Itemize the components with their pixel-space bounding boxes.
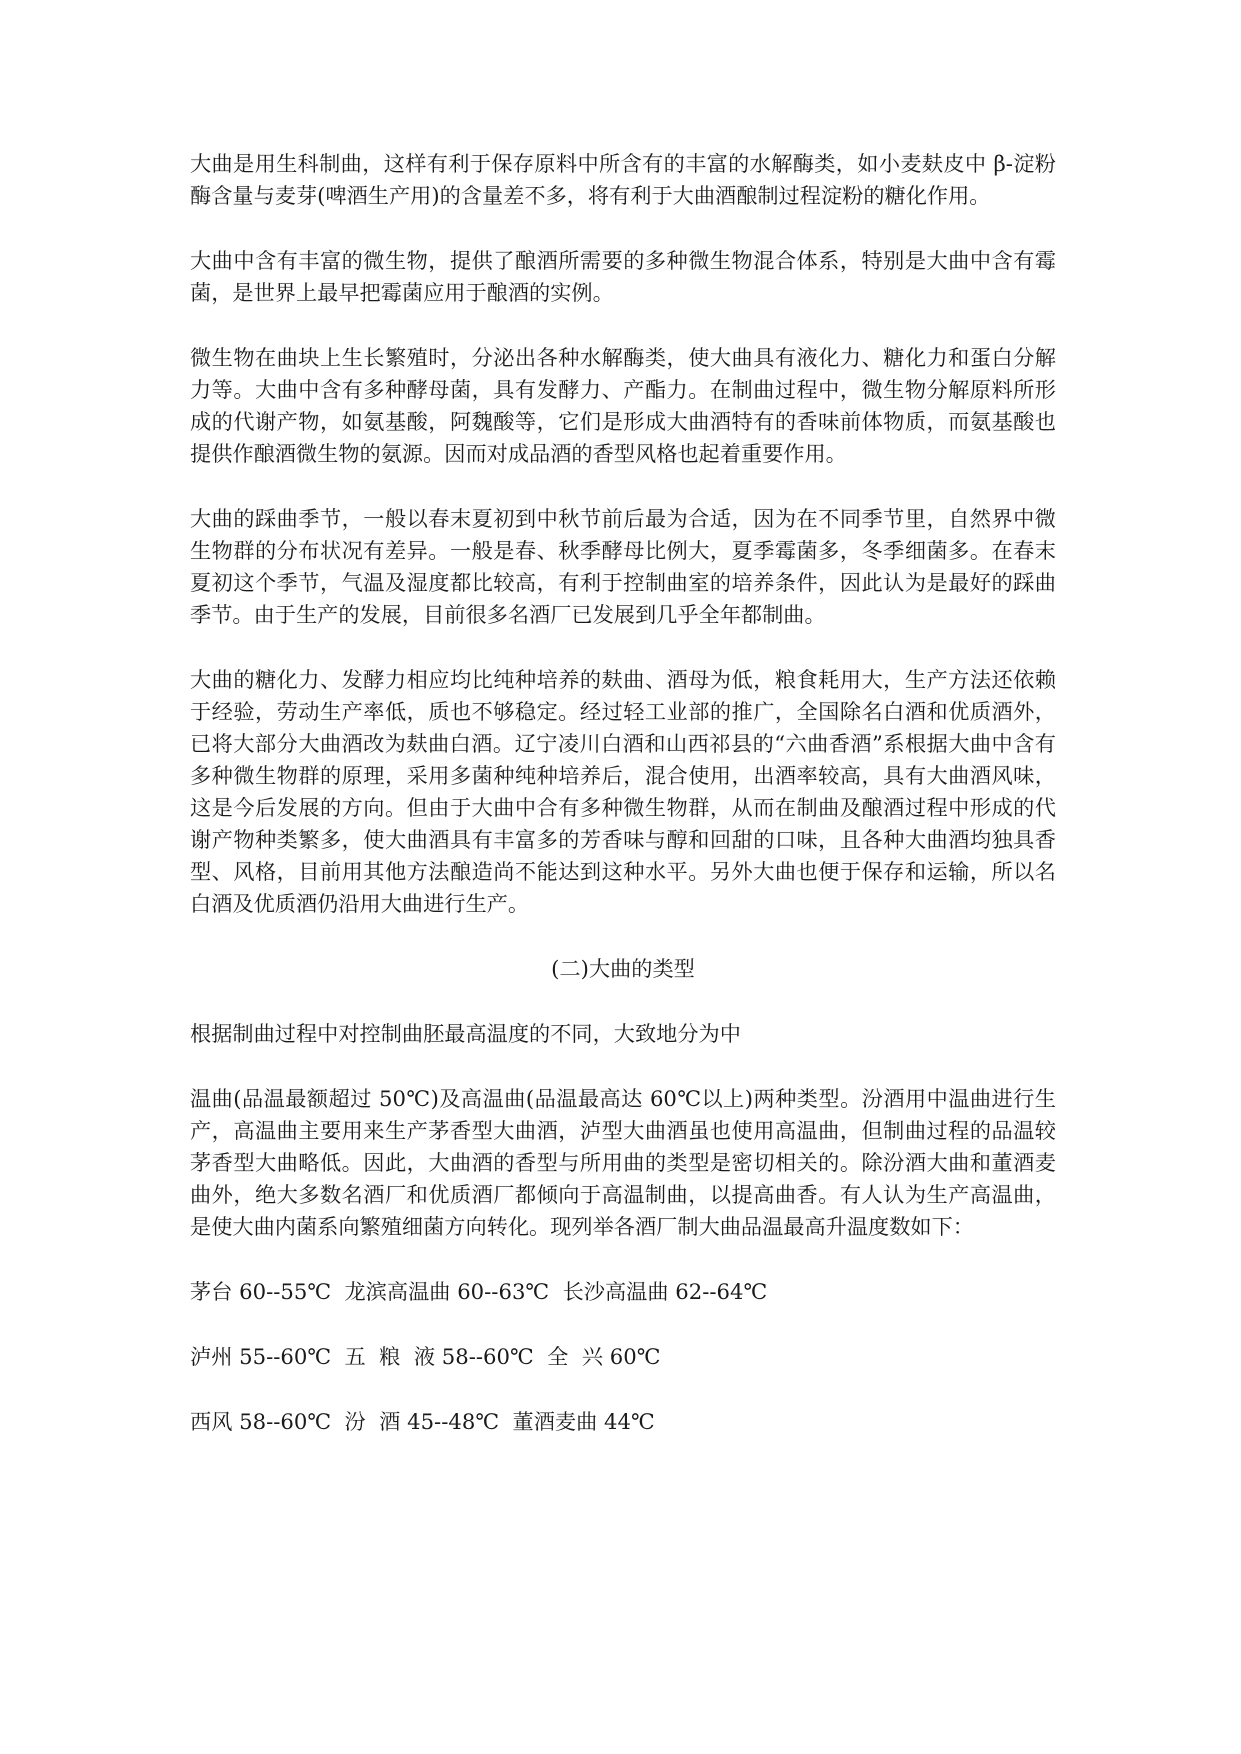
paragraph-koji-season: 大曲的踩曲季节，一般以春末夏初到中秋节前后最为合适，因为在不同季节里，自然界中微生物群的分布状况有差异。一般是春、秋季酵母比例大，夏季霉菌多，冬季细菌多。在春末夏初这个季节，气温及湿度都比较高，有利于控制曲室的培养条件，因此认为是最好的踩曲季节。由于生产的发展，目前很多名酒厂已发展到几乎全年都制曲。 (190, 506, 1056, 627)
paragraph-enzymes: 微生物在曲块上生长繁殖时，分泌出各种水解酶类，使大曲具有液化力、糖化力和蛋白分解力等。大曲中含有多种酵母菌，具有发酵力、产酯力。在制曲过程中，微生物分解原料所形成的代谢产物，如氨基酸，阿魏酸等，它们是形成大曲酒特有的香味前体物质，而氨基酸也提供作酿酒微生物的氨源。因而对成品酒的香型风格也起着重要作用。 (190, 345, 1056, 466)
temperature-line-3: 西风 58--60℃ 汾 酒 45--48℃ 董酒麦曲 44℃ (190, 1409, 655, 1434)
temperature-line-2: 泸州 55--60℃ 五 粮 液 58--60℃ 全 兴 60℃ (190, 1344, 661, 1369)
temperature-line-1: 茅台 60--55℃ 龙滨高温曲 60--63℃ 长沙高温曲 62--64℃ (190, 1279, 768, 1304)
paragraph-raw-koji-preparation: 大曲是用生科制曲，这样有利于保存原料中所含有的丰富的水解酶类，如小麦麸皮中 β-淀粉酶含量与麦芽(啤酒生产用)的含量差不多，将有利于大曲酒酿制过程淀粉的糖化作用。 (190, 151, 1056, 208)
section-heading: (二)大曲的类型 (551, 956, 695, 981)
paragraph-koji-comparison: 大曲的糖化力、发酵力相应均比纯种培养的麸曲、酒母为低，粮食耗用大，生产方法还依赖于经验，劳动生产率低，质也不够稳定。经过轻工业部的推广，全国除名白酒和优质酒外，已将大部分大曲酒改为麸曲白酒。辽宁凌川白酒和山西祁县的“六曲香酒”系根据大曲中含有多种微生物群的原理，采用多菌种纯种培养后，混合使用，出酒率较高，具有大曲酒风味，这是今后发展的方向。但由于大曲中合有多种微生物群，从而在制曲及酿酒过程中形成的代谢产物种类繁多，使大曲酒具有丰富多的芳香味与醇和回甜的口味，且各种大曲酒均独具香型、风格，目前用其他方法酿造尚不能达到这种水平。另外大曲也便于保存和运输，所以名白酒及优质酒仍沿用大曲进行生产。 (190, 667, 1056, 916)
paragraph-koji-types: 温曲(品温最额超过 50℃)及高温曲(品温最高达 60℃以上)两种类型。汾酒用中温曲进行生产，高温曲主要用来生产茅香型大曲酒，泸型大曲酒虽也使用高温曲，但制曲过程的品温较茅香型大曲略低。因此，大曲酒的香型与所用曲的类型是密切相关的。除汾酒大曲和董酒麦曲外，绝大多数名酒厂和优质酒厂都倾向于高温制曲，以提高曲香。有人认为生产高温曲，是使大曲内菌系向繁殖细菌方向转化。现列举各酒厂制大曲品温最高升温度数如下： (190, 1086, 1056, 1239)
paragraph-microorganisms: 大曲中含有丰富的微生物，提供了酿酒所需要的多种微生物混合体系，特别是大曲中含有霉菌，是世界上最早把霉菌应用于酿酒的实例。 (190, 248, 1056, 305)
document-page (190, 148, 1056, 1471)
paragraph-classification-intro: 根据制曲过程中对控制曲胚最高温度的不同，大致地分为中 (190, 1021, 741, 1046)
